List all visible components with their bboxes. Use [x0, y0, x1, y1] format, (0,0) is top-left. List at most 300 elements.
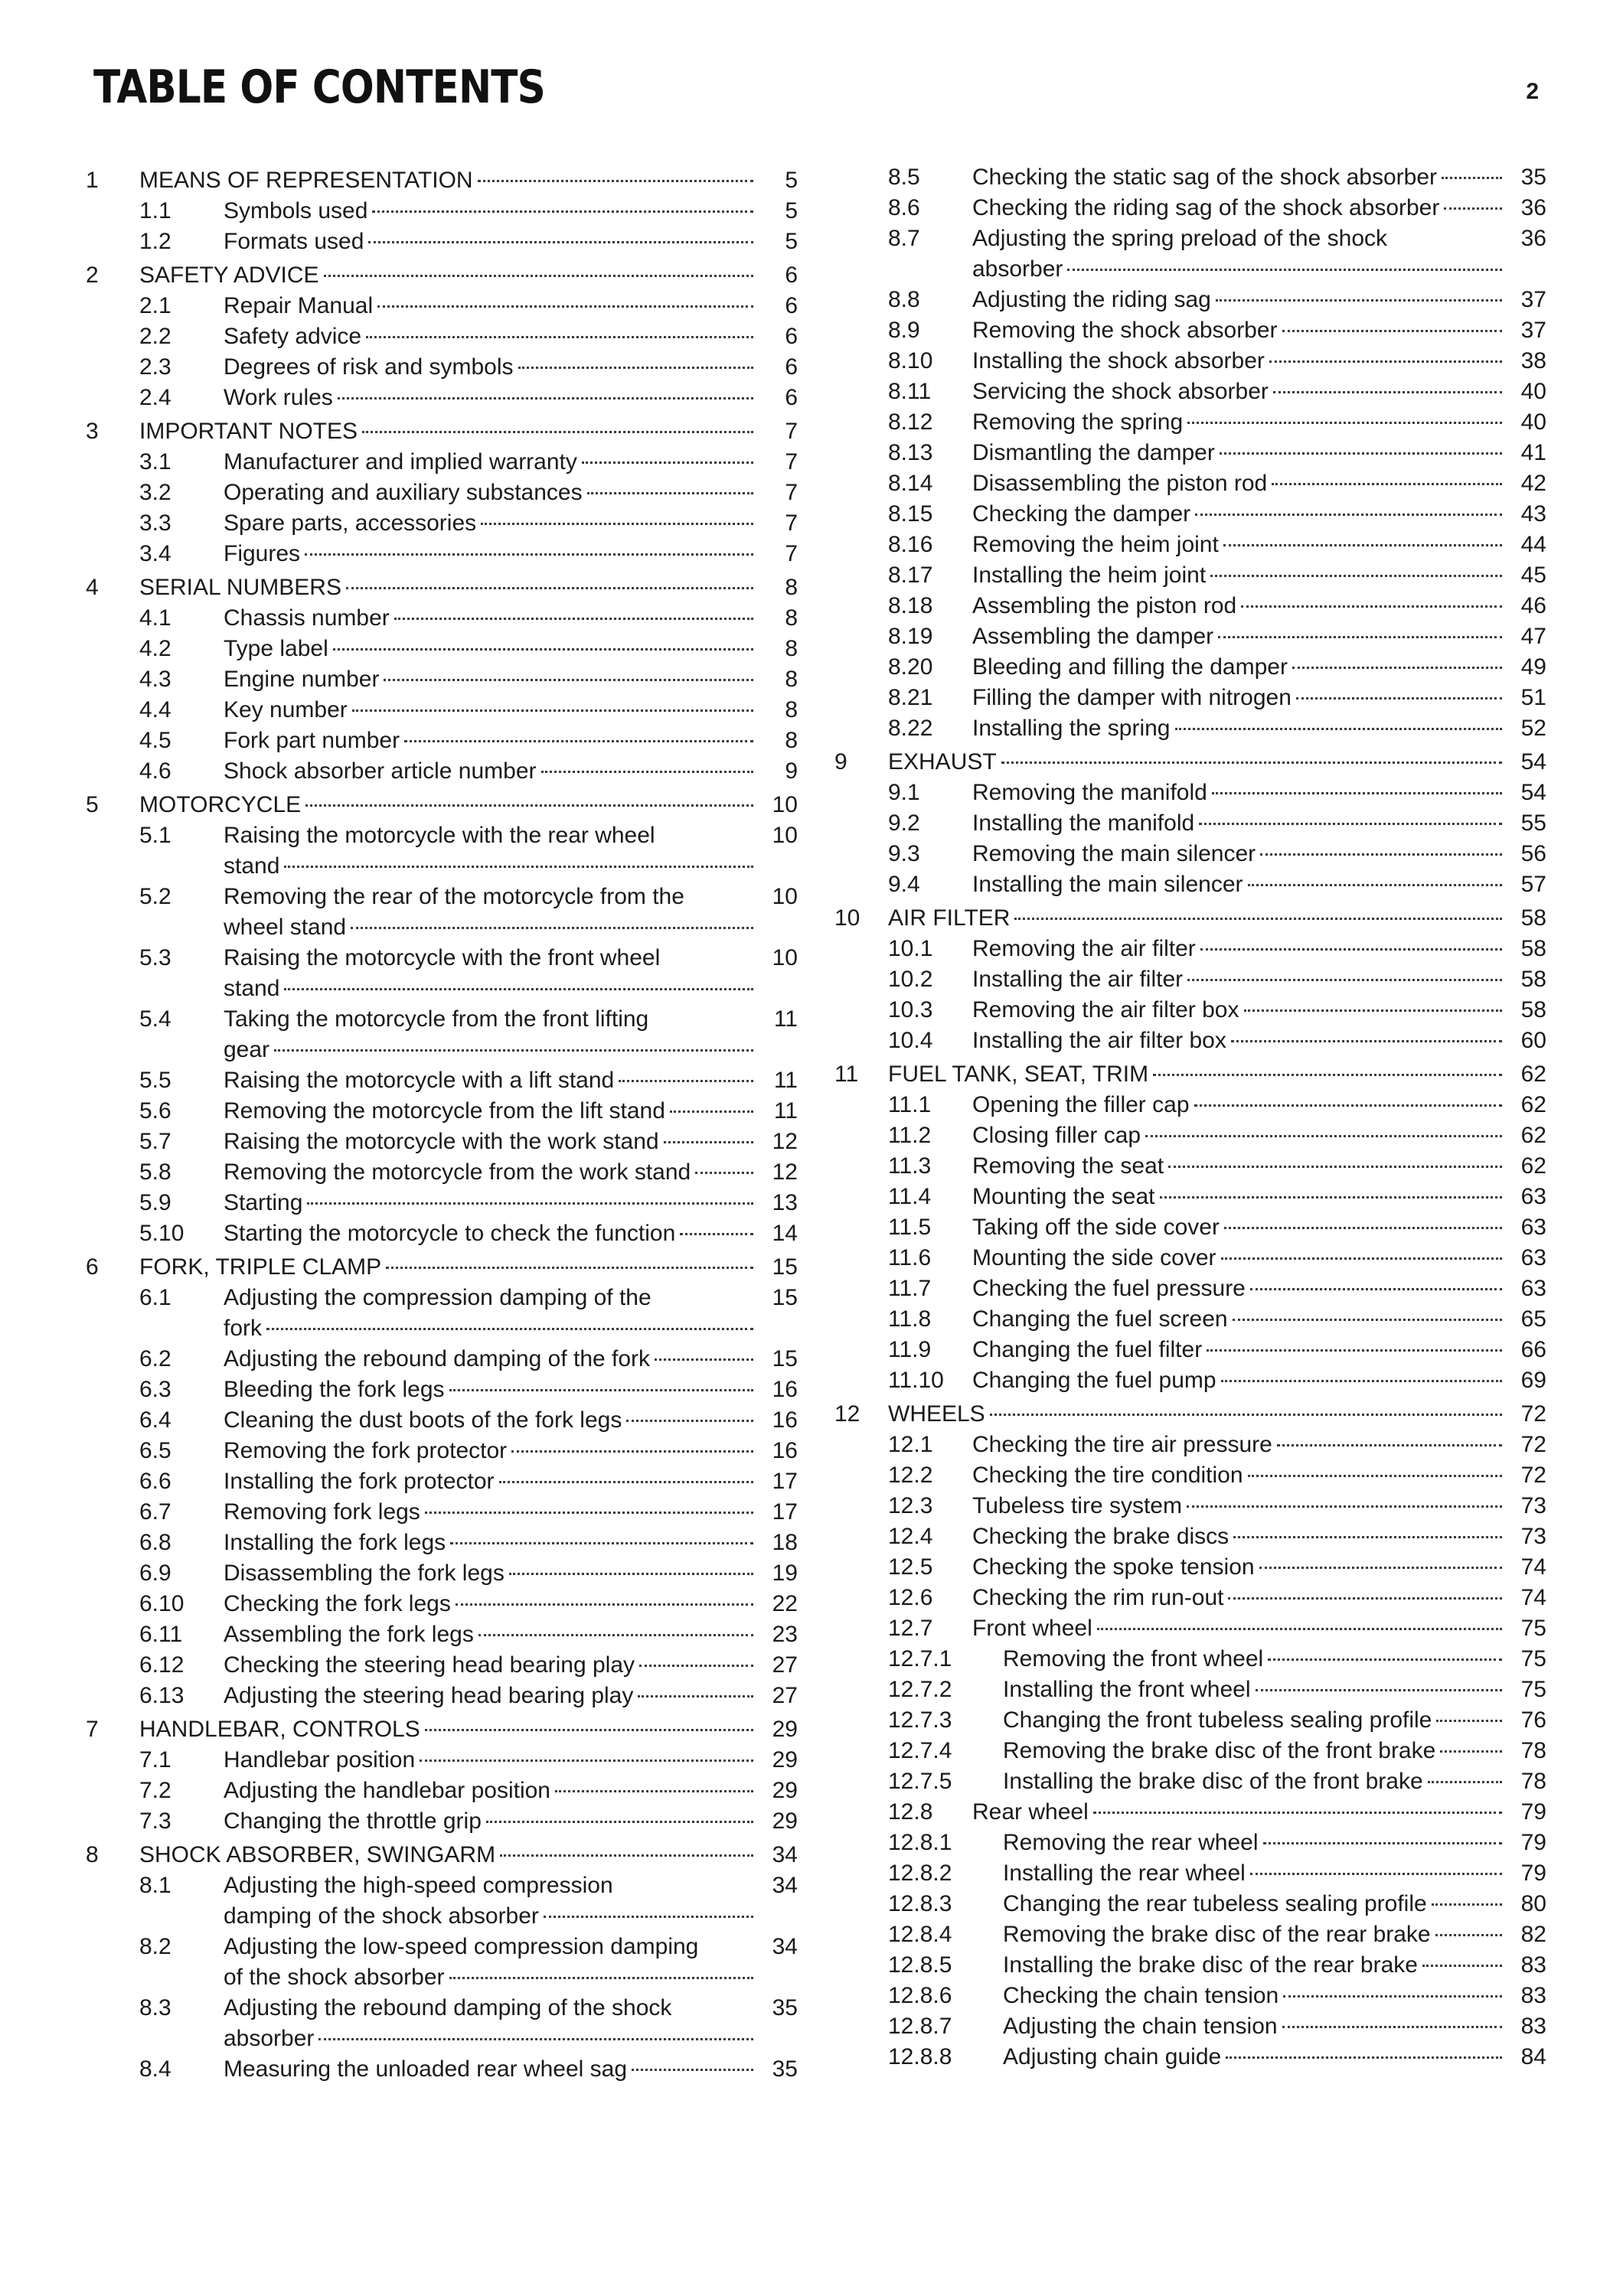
- toc-entry-page: 23: [772, 1622, 798, 1647]
- toc-entry[interactable]: [834, 1460, 1546, 1491]
- page-number: 2: [1526, 79, 1539, 104]
- toc-entry[interactable]: [834, 1243, 1546, 1274]
- toc-entry-number: 7.3: [139, 1808, 171, 1834]
- toc-entry[interactable]: [834, 223, 1546, 285]
- toc-entry-page: 8: [785, 636, 798, 661]
- toc-entry-page: 8: [785, 575, 798, 600]
- toc-entry[interactable]: [86, 790, 798, 820]
- toc-entry-number: 11.7: [888, 1276, 932, 1301]
- toc-entry-title: [224, 1650, 758, 1681]
- toc-entry-page: 65: [1520, 1306, 1546, 1332]
- toc-entry[interactable]: [834, 1613, 1546, 1644]
- toc-entry-title: [224, 1466, 758, 1497]
- toc-entry[interactable]: [834, 1399, 1546, 1430]
- toc-entry[interactable]: [86, 321, 798, 352]
- toc-entry-title: [224, 1127, 758, 1157]
- toc-entry-number: 12.8.4: [888, 1922, 952, 1947]
- toc-entry-title-text: Safety advice: [224, 324, 362, 349]
- toc-entry-page: 40: [1520, 379, 1546, 404]
- toc-entry-number: 8.14: [888, 471, 933, 496]
- toc-entry[interactable]: [834, 285, 1546, 315]
- toc-entry-title-text: Installing the brake disc of the rear brake: [1003, 1952, 1418, 1978]
- toc-entry[interactable]: [86, 726, 798, 756]
- toc-entry-page: 63: [1520, 1276, 1546, 1301]
- toc-entry[interactable]: [86, 1405, 798, 1436]
- toc-entry-page: 69: [1520, 1368, 1546, 1393]
- toc-entry-title: [224, 291, 758, 321]
- toc-entry-title-text: Removing fork legs: [224, 1499, 420, 1525]
- toc-entry[interactable]: [834, 1950, 1546, 1981]
- toc-entry[interactable]: [86, 1840, 798, 1870]
- toc-entry[interactable]: [86, 1589, 798, 1619]
- toc-entry-number: 11.5: [888, 1215, 932, 1240]
- toc-entry-number: 4.4: [139, 697, 171, 722]
- toc-entry-title-text: Cleaning the dust boots of the fork legs: [224, 1407, 622, 1433]
- toc-entry[interactable]: [86, 1157, 798, 1188]
- toc-entry-page: 37: [1520, 287, 1546, 312]
- toc-entry-number: 2.2: [139, 324, 171, 349]
- toc-entry-title: [224, 634, 758, 664]
- toc-entry-page: 83: [1520, 1952, 1546, 1978]
- toc-entry[interactable]: [86, 1188, 798, 1218]
- toc-entry-title-text: Checking the tire condition: [972, 1463, 1243, 1488]
- toc-entry[interactable]: [834, 713, 1546, 744]
- toc-entry[interactable]: [86, 882, 798, 943]
- toc-entry[interactable]: [86, 1344, 798, 1375]
- toc-entry-page: 37: [1520, 318, 1546, 343]
- toc-entry-title: [224, 882, 758, 943]
- toc-entry-page: 35: [772, 1995, 798, 2020]
- toc-entry-page: 5: [785, 168, 798, 193]
- toc-entry-title-text: Raising the motorcycle with the rear wheel: [224, 823, 655, 848]
- toc-entry[interactable]: [834, 1889, 1546, 1919]
- toc-entry-title-text: Checking the damper: [972, 501, 1191, 527]
- toc-entry-page: 58: [1520, 967, 1546, 992]
- toc-entry-title: [139, 416, 758, 447]
- toc-entry-number: 3: [86, 419, 99, 444]
- toc-entry[interactable]: [86, 1650, 798, 1681]
- toc-entry[interactable]: [834, 1981, 1546, 2011]
- toc-entry-page: 76: [1520, 1707, 1546, 1733]
- toc-entry[interactable]: [834, 839, 1546, 869]
- toc-entry[interactable]: [834, 2042, 1546, 2073]
- toc-entry[interactable]: [834, 1583, 1546, 1613]
- toc-entry-page: 8: [785, 697, 798, 722]
- toc-entry-page: 46: [1520, 593, 1546, 618]
- toc-entry[interactable]: [834, 1552, 1546, 1583]
- toc-entry-title-text: Adjusting the low-speed compression damping: [224, 1934, 699, 1959]
- toc-entry[interactable]: [86, 1127, 798, 1157]
- toc-entry-number: 4.3: [139, 667, 171, 692]
- toc-entry[interactable]: [86, 1619, 798, 1650]
- toc-entry-title: [972, 652, 1507, 683]
- toc-entry-title: [224, 1932, 758, 1993]
- toc-entry[interactable]: [834, 1521, 1546, 1552]
- toc-entry-page: 15: [772, 1346, 798, 1371]
- toc-entry[interactable]: [834, 1304, 1546, 1335]
- toc-entry[interactable]: [86, 508, 798, 539]
- toc-entry-number: 3.1: [139, 449, 171, 475]
- toc-entry-title: [972, 1889, 1507, 1919]
- toc-entry[interactable]: [834, 1705, 1546, 1736]
- toc-entry-number: 4.2: [139, 636, 171, 661]
- toc-entry-number: 12.7: [888, 1616, 933, 1641]
- toc-entry[interactable]: [834, 1026, 1546, 1056]
- toc-entry-title-text: Checking the steering head bearing play: [224, 1652, 635, 1678]
- toc-entry[interactable]: [86, 664, 798, 695]
- toc-entry-title-text: Installing the fork protector: [224, 1469, 495, 1494]
- toc-entry-number: 1: [86, 168, 99, 193]
- toc-entry-number: 6.12: [139, 1652, 185, 1678]
- toc-entry-page: 9: [785, 758, 798, 784]
- toc-entry-title: [972, 1552, 1507, 1583]
- toc-entry[interactable]: [86, 1745, 798, 1776]
- toc-entry[interactable]: [834, 683, 1546, 713]
- toc-entry-title-text: Starting: [224, 1190, 303, 1215]
- toc-entry-title: [972, 778, 1507, 808]
- toc-entry-number: 9.2: [888, 810, 920, 836]
- toc-entry[interactable]: [834, 346, 1546, 377]
- toc-entry[interactable]: [86, 1870, 798, 1932]
- toc-entry[interactable]: [86, 416, 798, 447]
- toc-entry-page: 10: [772, 945, 798, 970]
- toc-entry[interactable]: [86, 539, 798, 569]
- toc-entry-title-text: Rear wheel: [972, 1799, 1089, 1825]
- toc-entry[interactable]: [86, 1004, 798, 1065]
- toc-entry-page: 13: [772, 1190, 798, 1215]
- toc-entry[interactable]: [834, 995, 1546, 1026]
- toc-entry-title-text: Checking the riding sag of the shock absorber: [972, 195, 1440, 220]
- toc-entry[interactable]: [86, 447, 798, 478]
- toc-entry-title-text: Bleeding and filling the damper: [972, 654, 1288, 680]
- toc-entry-title: [972, 285, 1507, 315]
- toc-entry-number: 12.8.3: [888, 1891, 952, 1916]
- toc-entry-number: 8.18: [888, 593, 933, 618]
- toc-entry-page: 10: [772, 823, 798, 848]
- toc-entry[interactable]: [834, 964, 1546, 995]
- toc-entry[interactable]: [86, 634, 798, 664]
- toc-entry[interactable]: [834, 1335, 1546, 1365]
- toc-entry-title: [224, 1096, 758, 1127]
- toc-entry-title-text: Front wheel: [972, 1616, 1092, 1641]
- toc-entry-title: [224, 695, 758, 726]
- toc-entry-page: 34: [772, 1934, 798, 1959]
- toc-entry-number: 12.8.8: [888, 2044, 952, 2069]
- toc-entry-title: [972, 869, 1507, 900]
- toc-entry-page: 47: [1520, 624, 1546, 649]
- toc-entry[interactable]: [86, 1096, 798, 1127]
- toc-entry[interactable]: [834, 1491, 1546, 1521]
- page-title: TABLE OF CONTENTS: [93, 60, 545, 114]
- toc-entry-number: 8.3: [139, 1995, 171, 2020]
- toc-entry[interactable]: [86, 1466, 798, 1497]
- toc-entry-title-text: Assembling the damper: [972, 624, 1214, 649]
- toc-entry-number: 8.16: [888, 532, 933, 557]
- toc-entry[interactable]: [86, 1375, 798, 1405]
- toc-entry-title-continuation-text: absorber: [224, 2026, 315, 2051]
- toc-entry-page: 72: [1520, 1432, 1546, 1457]
- toc-entry[interactable]: [834, 591, 1546, 621]
- toc-entry-title: [224, 820, 758, 882]
- toc-entry-number: 5: [86, 792, 99, 817]
- toc-entry[interactable]: [834, 2011, 1546, 2042]
- toc-entry[interactable]: [834, 1919, 1546, 1950]
- toc-entry-number: 11.9: [888, 1337, 932, 1362]
- toc-entry[interactable]: [834, 1736, 1546, 1766]
- toc-entry-number: 5.10: [139, 1221, 185, 1246]
- toc-entry[interactable]: [834, 499, 1546, 530]
- toc-entry[interactable]: [834, 193, 1546, 223]
- toc-entry-title-text: MEANS OF REPRESENTATION: [139, 168, 473, 193]
- toc-entry-page: 7: [785, 419, 798, 444]
- toc-entry-page: 35: [772, 2056, 798, 2082]
- toc-entry[interactable]: [834, 1151, 1546, 1182]
- toc-entry-title: [224, 1589, 758, 1619]
- toc-entry[interactable]: [834, 1182, 1546, 1212]
- toc-entry[interactable]: [86, 352, 798, 383]
- toc-entry[interactable]: [834, 808, 1546, 839]
- toc-entry-page: 22: [772, 1591, 798, 1616]
- toc-entry-number: 12.7.4: [888, 1738, 952, 1763]
- toc-entry-title: [972, 1212, 1507, 1243]
- toc-entry[interactable]: [86, 227, 798, 257]
- toc-entry-title: [972, 621, 1507, 652]
- toc-entry-number: 9: [834, 749, 847, 775]
- toc-entry-page: 83: [1520, 2014, 1546, 2039]
- toc-entry-page: 75: [1520, 1616, 1546, 1641]
- toc-entry-number: 4.5: [139, 728, 171, 753]
- toc-entry-number: 8.6: [888, 195, 920, 220]
- toc-entry-title: [972, 530, 1507, 560]
- toc-entry-title-text: Key number: [224, 697, 348, 722]
- toc-entry[interactable]: [86, 196, 798, 227]
- toc-entry-page: 7: [785, 510, 798, 536]
- toc-entry-title-text: WHEELS: [888, 1401, 985, 1427]
- toc-entry[interactable]: [834, 652, 1546, 683]
- toc-entry[interactable]: [86, 1436, 798, 1466]
- toc-entry-title-text: Mounting the side cover: [972, 1245, 1216, 1270]
- toc-entry-title: [224, 726, 758, 756]
- toc-entry-title-text: Adjusting the steering head bearing play: [224, 1683, 634, 1708]
- toc-entry-page: 16: [772, 1407, 798, 1433]
- toc-entry[interactable]: [834, 162, 1546, 193]
- toc-entry-number: 8.15: [888, 501, 933, 527]
- toc-entry[interactable]: [834, 530, 1546, 560]
- toc-entry-title: [224, 1497, 758, 1528]
- toc-entry-number: 11.2: [888, 1123, 932, 1148]
- toc-entry[interactable]: [834, 903, 1546, 934]
- toc-entry-number: 7.2: [139, 1778, 171, 1803]
- toc-entry[interactable]: [834, 407, 1546, 438]
- toc-entry-title: [224, 1619, 758, 1650]
- toc-entry-title-text: Removing the brake disc of the front brake: [1003, 1738, 1436, 1763]
- toc-entry[interactable]: [86, 603, 798, 634]
- toc-entry-number: 2.4: [139, 385, 171, 410]
- toc-entry[interactable]: [834, 1430, 1546, 1460]
- toc-entry-title-continuation: [224, 974, 758, 1004]
- toc-entry[interactable]: [834, 747, 1546, 778]
- toc-entry[interactable]: [834, 934, 1546, 964]
- toc-entry-number: 6.11: [139, 1622, 183, 1647]
- toc-entry-page: 58: [1520, 905, 1546, 931]
- toc-entry-page: 62: [1520, 1062, 1546, 1087]
- toc-entry-page: 12: [772, 1159, 798, 1185]
- toc-entry-page: 6: [785, 354, 798, 380]
- toc-entry[interactable]: [86, 165, 798, 196]
- toc-entry[interactable]: [86, 1681, 798, 1711]
- toc-entry[interactable]: [834, 1212, 1546, 1243]
- toc-entry-number: 8.2: [139, 1934, 171, 1959]
- toc-entry[interactable]: [86, 1065, 798, 1096]
- toc-entry[interactable]: [834, 468, 1546, 499]
- toc-entry-page: 84: [1520, 2044, 1546, 2069]
- toc-entry-number: 7.1: [139, 1747, 171, 1773]
- toc-entry-number: 12.7.3: [888, 1707, 952, 1733]
- toc-entry-page: 12: [772, 1129, 798, 1154]
- toc-entry-title-text: Measuring the unloaded rear wheel sag: [224, 2056, 628, 2082]
- toc-entry[interactable]: [86, 2054, 798, 2085]
- toc-entry-page: 8: [785, 605, 798, 631]
- toc-entry-title: [224, 664, 758, 695]
- toc-entry-page: 63: [1520, 1245, 1546, 1270]
- toc-entry-title-text: SHOCK ABSORBER, SWINGARM: [139, 1842, 496, 1867]
- toc-entry-title: [224, 1188, 758, 1218]
- toc-entry[interactable]: [86, 820, 798, 882]
- toc-entry-number: 8.22: [888, 716, 933, 741]
- toc-entry[interactable]: [834, 778, 1546, 808]
- toc-entry-title: [972, 1797, 1507, 1828]
- toc-entry-page: 54: [1520, 749, 1546, 775]
- toc-entry-title: [139, 790, 758, 820]
- toc-entry[interactable]: [86, 1528, 798, 1558]
- toc-entry-title-text: Adjusting the riding sag: [972, 287, 1211, 312]
- toc-entry[interactable]: [834, 1120, 1546, 1151]
- toc-entry-title: [139, 1252, 758, 1283]
- toc-entry-title: [972, 315, 1507, 346]
- toc-entry-title: [224, 1004, 758, 1065]
- toc-entry[interactable]: [86, 1283, 798, 1344]
- toc-entry[interactable]: [86, 572, 798, 603]
- toc-entry[interactable]: [834, 438, 1546, 468]
- toc-entry-title-text: Removing the air filter box: [972, 997, 1239, 1022]
- toc-entry[interactable]: [86, 943, 798, 1004]
- toc-entry[interactable]: [834, 1858, 1546, 1889]
- toc-entry-title-text: Removing the fork protector: [224, 1438, 508, 1463]
- toc-entry-title-text: Removing the front wheel: [1003, 1646, 1264, 1671]
- toc-entry[interactable]: [834, 560, 1546, 591]
- toc-entry-number: 6.6: [139, 1469, 171, 1494]
- toc-entry-title: [972, 1182, 1507, 1212]
- toc-entry[interactable]: [86, 1776, 798, 1806]
- toc-entry-title-text: Adjusting the rebound damping of the shock: [224, 1995, 672, 2020]
- toc-entry-title: [224, 756, 758, 787]
- toc-entry[interactable]: [86, 1497, 798, 1528]
- toc-entry[interactable]: [86, 1932, 798, 1993]
- toc-entry-title-text: Removing the seat: [972, 1153, 1164, 1179]
- toc-entry-title-text: AIR FILTER: [888, 905, 1011, 931]
- toc-entry[interactable]: [86, 478, 798, 508]
- toc-entry[interactable]: [834, 1090, 1546, 1120]
- toc-entry-title: [972, 438, 1507, 468]
- toc-entry[interactable]: [834, 1644, 1546, 1675]
- toc-entry-title-text: Removing the shock absorber: [972, 318, 1278, 343]
- toc-entry[interactable]: [86, 383, 798, 413]
- toc-entry[interactable]: [86, 695, 798, 726]
- toc-entry[interactable]: [834, 869, 1546, 900]
- toc-entry-title-text: Raising the motorcycle with the work stand: [224, 1129, 659, 1154]
- toc-entry[interactable]: [86, 1558, 798, 1589]
- toc-entry[interactable]: [834, 621, 1546, 652]
- toc-entry-title: [972, 964, 1507, 995]
- toc-entry-title: [224, 1806, 758, 1837]
- toc-entry-page: 6: [785, 263, 798, 288]
- toc-entry-page: 62: [1520, 1123, 1546, 1148]
- toc-entry-title: [139, 165, 758, 196]
- toc-entry[interactable]: [86, 1993, 798, 2054]
- toc-entry-title-continuation-text: wheel stand: [224, 915, 347, 940]
- toc-entry[interactable]: [86, 260, 798, 291]
- toc-entry-number: 8.19: [888, 624, 933, 649]
- toc-entry[interactable]: [834, 377, 1546, 407]
- toc-entry[interactable]: [86, 756, 798, 787]
- toc-entry-number: 3.4: [139, 541, 171, 566]
- toc-entry[interactable]: [834, 1365, 1546, 1396]
- toc-entry-title-continuation: [224, 1962, 758, 1993]
- toc-entry-title-text: Assembling the fork legs: [224, 1622, 474, 1647]
- toc-entry[interactable]: [86, 1806, 798, 1837]
- toc-entry-title-text: Removing the motorcycle from the lift stand: [224, 1098, 665, 1124]
- toc-entry[interactable]: [834, 1828, 1546, 1858]
- toc-entry[interactable]: [86, 1252, 798, 1283]
- toc-entry[interactable]: [834, 1274, 1546, 1304]
- toc-entry-title-text: Checking the tire air pressure: [972, 1432, 1272, 1457]
- toc-entry-title: [224, 1065, 758, 1096]
- toc-entry-page: 6: [785, 324, 798, 349]
- toc-entry-title: [224, 1776, 758, 1806]
- toc-entry-number: 1.2: [139, 229, 171, 254]
- toc-entry-page: 29: [772, 1778, 798, 1803]
- toc-entry[interactable]: [834, 315, 1546, 346]
- toc-entry-title: [224, 447, 758, 478]
- toc-entry-title: [972, 468, 1507, 499]
- toc-entry[interactable]: [834, 1797, 1546, 1828]
- toc-entry-page: 56: [1520, 841, 1546, 866]
- toc-entry-title-text: Tubeless tire system: [972, 1493, 1182, 1518]
- toc-entry[interactable]: [86, 1218, 798, 1249]
- toc-entry[interactable]: [834, 1766, 1546, 1797]
- toc-entry[interactable]: [834, 1059, 1546, 1090]
- toc-entry-page: 51: [1520, 685, 1546, 710]
- toc-entry-page: 27: [772, 1652, 798, 1678]
- toc-entry-number: 6.5: [139, 1438, 171, 1463]
- toc-entry[interactable]: [834, 1675, 1546, 1705]
- toc-entry-title-text: Checking the brake discs: [972, 1524, 1229, 1549]
- toc-entry-number: 12.4: [888, 1524, 933, 1549]
- toc-entry-page: 40: [1520, 409, 1546, 435]
- toc-entry-title-text: Removing the motorcycle from the work stand: [224, 1159, 691, 1185]
- toc-entry-title: [224, 1528, 758, 1558]
- toc-entry-title-text: Raising the motorcycle with the front wheel: [224, 945, 661, 970]
- toc-entry[interactable]: [86, 291, 798, 321]
- toc-entry-title-text: Starting the motorcycle to check the function: [224, 1221, 676, 1246]
- toc-entry-page: 14: [772, 1221, 798, 1246]
- toc-entry-number: 11.8: [888, 1306, 932, 1332]
- toc-entry[interactable]: [86, 1714, 798, 1745]
- toc-entry-title: [139, 1840, 758, 1870]
- toc-entry-number: 5.6: [139, 1098, 171, 1124]
- toc-entry-title: [972, 1460, 1507, 1491]
- toc-entry-page: 52: [1520, 716, 1546, 741]
